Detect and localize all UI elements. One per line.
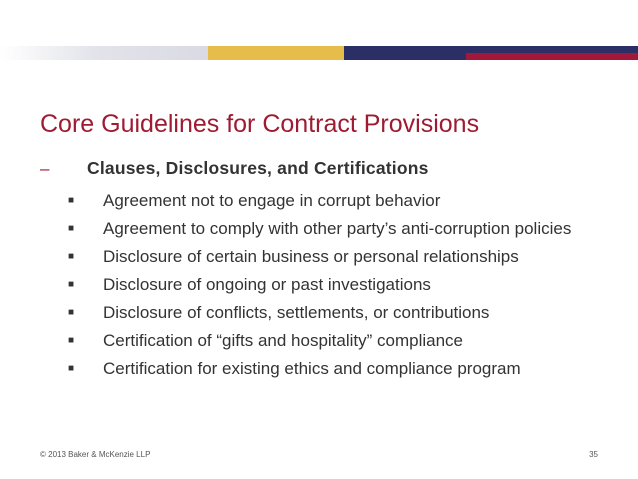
square-bullet-icon: ■ [68,251,75,262]
bullet-text: Disclosure of ongoing or past investigations [103,275,431,294]
page-number: 35 [589,450,598,459]
square-bullet-icon: ■ [68,335,75,346]
square-bullet-icon: ■ [68,363,75,374]
bullet-item [68,330,588,351]
bullet-item [68,190,588,211]
header-bar-red-segment [466,53,638,60]
square-bullet-icon: ■ [68,307,75,318]
bullet-item [68,218,588,239]
square-bullet-icon: ■ [68,223,75,234]
bullet-item [68,358,588,379]
square-bullet-icon: ■ [68,195,75,206]
header-bar-gray-segment [0,46,208,60]
header-bar-navy-upper-segment [466,46,638,53]
square-bullet-icon: ■ [68,279,75,290]
decorative-header-bar [0,46,638,60]
bullet-text: Agreement not to engage in corrupt behavior [103,191,441,210]
bullet-item [68,274,588,295]
slide-title: Core Guidelines for Contract Provisions [40,110,480,138]
subheading: Clauses, Disclosures, and Certifications [87,158,429,178]
bullet-text: Disclosure of certain business or personal relationships [103,247,519,266]
bullet-text: Disclosure of conflicts, settlements, or contributions [103,303,490,322]
bullet-text: Certification for existing ethics and compliance program [103,359,521,378]
footer-copyright: © 2013 Baker & McKenzie LLP [40,450,151,459]
bullet-text: Agreement to comply with other party’s anti-corruption policies [103,219,572,238]
bullet-item [68,302,588,323]
bullet-text: Certification of “gifts and hospitality” compliance [103,331,463,350]
dash-marker: – [40,159,50,178]
subheading-row [40,158,429,179]
header-bar-navy-segment [344,46,466,60]
bullet-list [68,190,588,386]
bullet-item [68,246,588,267]
header-bar-gold-segment [208,46,344,60]
